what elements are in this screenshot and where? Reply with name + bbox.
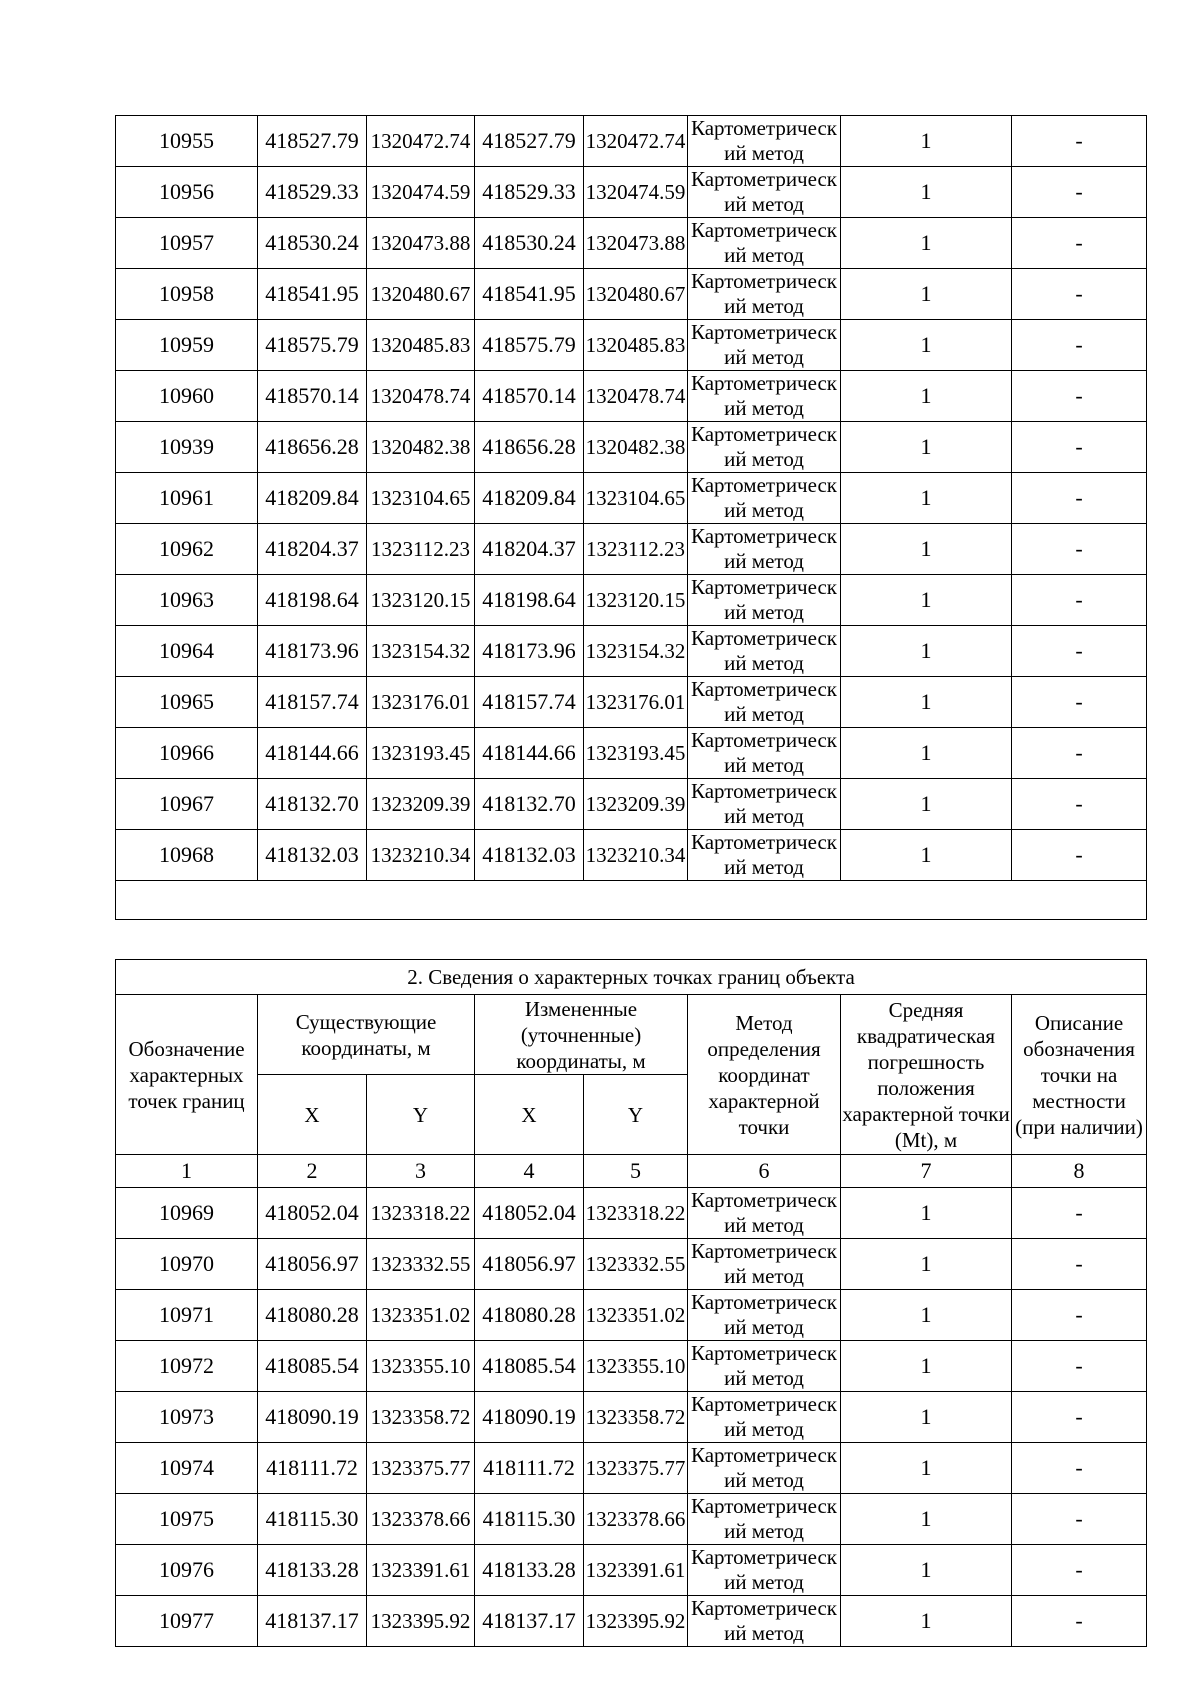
table-2-title-row xyxy=(116,960,1147,995)
header-row-1 xyxy=(116,995,1147,1075)
table-row xyxy=(116,728,1147,779)
cell-x2: 418570.14 xyxy=(475,371,584,422)
cell-x2: 418529.33 xyxy=(475,167,584,218)
cell-method: Картометрический метод xyxy=(688,626,841,677)
cell-id: 10972 xyxy=(116,1341,258,1392)
cell-mt: 1 xyxy=(841,575,1012,626)
cell-mt: 1 xyxy=(841,626,1012,677)
cell-mt: 1 xyxy=(841,1392,1012,1443)
cell-x2: 418157.74 xyxy=(475,677,584,728)
table-row xyxy=(116,116,1147,167)
cell-y: 1320480.67 xyxy=(367,269,475,320)
cell-desc: - xyxy=(1012,167,1147,218)
cell-method: Картометрический метод xyxy=(688,218,841,269)
cell-x: 418111.72 xyxy=(258,1443,367,1494)
cell-x: 418570.14 xyxy=(258,371,367,422)
cell-method: Картометрический метод xyxy=(688,779,841,830)
cell-y: 1323120.15 xyxy=(367,575,475,626)
cell-x: 418085.54 xyxy=(258,1341,367,1392)
cell-mt: 1 xyxy=(841,422,1012,473)
cell-id: 10962 xyxy=(116,524,258,575)
table-1-body xyxy=(116,116,1147,881)
cell-mt: 1 xyxy=(841,1290,1012,1341)
cell-desc: - xyxy=(1012,626,1147,677)
cell-mt: 1 xyxy=(841,1545,1012,1596)
cell-x: 418198.64 xyxy=(258,575,367,626)
cell-y: 1320473.88 xyxy=(367,218,475,269)
column-number: 7 xyxy=(841,1155,1012,1188)
cell-method: Картометрический метод xyxy=(688,320,841,371)
table-row xyxy=(116,269,1147,320)
cell-id: 10957 xyxy=(116,218,258,269)
cell-x2: 418052.04 xyxy=(475,1188,584,1239)
cell-method: Картометрический метод xyxy=(688,1341,841,1392)
cell-x: 418056.97 xyxy=(258,1239,367,1290)
cell-y: 1320472.74 xyxy=(367,116,475,167)
cell-id: 10971 xyxy=(116,1290,258,1341)
cell-method: Картометрический метод xyxy=(688,575,841,626)
cell-method: Картометрический метод xyxy=(688,473,841,524)
column-number: 6 xyxy=(688,1155,841,1188)
table-row xyxy=(116,1239,1147,1290)
cell-x: 418527.79 xyxy=(258,116,367,167)
cell-y2: 1323210.34 xyxy=(584,830,688,881)
cell-mt: 1 xyxy=(841,524,1012,575)
cell-id: 10976 xyxy=(116,1545,258,1596)
table-row xyxy=(116,1494,1147,1545)
cell-desc: - xyxy=(1012,116,1147,167)
cell-y2: 1323176.01 xyxy=(584,677,688,728)
cell-method: Картометрический метод xyxy=(688,1443,841,1494)
cell-y2: 1323358.72 xyxy=(584,1392,688,1443)
cell-y: 1323154.32 xyxy=(367,626,475,677)
cell-mt: 1 xyxy=(841,473,1012,524)
cell-method: Картометрический метод xyxy=(688,116,841,167)
cell-mt: 1 xyxy=(841,371,1012,422)
cell-desc: - xyxy=(1012,473,1147,524)
cell-x: 418115.30 xyxy=(258,1494,367,1545)
cell-id: 10975 xyxy=(116,1494,258,1545)
cell-id: 10966 xyxy=(116,728,258,779)
table-2-body xyxy=(116,1188,1147,1647)
cell-x: 418173.96 xyxy=(258,626,367,677)
cell-y2: 1320474.59 xyxy=(584,167,688,218)
column-number: 1 xyxy=(116,1155,258,1188)
cell-x2: 418132.03 xyxy=(475,830,584,881)
cell-y2: 1323112.23 xyxy=(584,524,688,575)
header-changed-y: Y xyxy=(584,1075,688,1155)
cell-id: 10967 xyxy=(116,779,258,830)
cell-y2: 1323351.02 xyxy=(584,1290,688,1341)
cell-y: 1320478.74 xyxy=(367,371,475,422)
cell-method: Картометрический метод xyxy=(688,1239,841,1290)
cell-x: 418137.17 xyxy=(258,1596,367,1647)
cell-id: 10958 xyxy=(116,269,258,320)
cell-desc: - xyxy=(1012,1443,1147,1494)
table-row xyxy=(116,830,1147,881)
table-row xyxy=(116,1188,1147,1239)
table-row xyxy=(116,1545,1147,1596)
cell-mt: 1 xyxy=(841,1443,1012,1494)
cell-y2: 1323375.77 xyxy=(584,1443,688,1494)
cell-x: 418529.33 xyxy=(258,167,367,218)
cell-y2: 1323395.92 xyxy=(584,1596,688,1647)
cell-mt: 1 xyxy=(841,728,1012,779)
table-row xyxy=(116,1392,1147,1443)
cell-x2: 418656.28 xyxy=(475,422,584,473)
cell-method: Картометрический метод xyxy=(688,1596,841,1647)
cell-y: 1323193.45 xyxy=(367,728,475,779)
table-row xyxy=(116,218,1147,269)
cell-method: Картометрический метод xyxy=(688,1545,841,1596)
cell-x: 418204.37 xyxy=(258,524,367,575)
table-1-empty-row xyxy=(116,881,1147,920)
cell-method: Картометрический метод xyxy=(688,1494,841,1545)
table-row xyxy=(116,320,1147,371)
cell-x: 418541.95 xyxy=(258,269,367,320)
table-row xyxy=(116,1596,1147,1647)
cell-mt: 1 xyxy=(841,218,1012,269)
header-method: Метод определения координат характерной точки xyxy=(688,995,841,1155)
cell-x: 418090.19 xyxy=(258,1392,367,1443)
table-row xyxy=(116,575,1147,626)
header-existing-x: X xyxy=(258,1075,367,1155)
cell-method: Картометрический метод xyxy=(688,167,841,218)
cell-mt: 1 xyxy=(841,1188,1012,1239)
cell-desc: - xyxy=(1012,320,1147,371)
cell-y2: 1323318.22 xyxy=(584,1188,688,1239)
cell-y2: 1323193.45 xyxy=(584,728,688,779)
cell-y2: 1323104.65 xyxy=(584,473,688,524)
cell-id: 10939 xyxy=(116,422,258,473)
cell-method: Картометрический метод xyxy=(688,830,841,881)
cell-y: 1323104.65 xyxy=(367,473,475,524)
table-row xyxy=(116,779,1147,830)
cell-desc: - xyxy=(1012,371,1147,422)
cell-x2: 418204.37 xyxy=(475,524,584,575)
cell-y: 1323209.39 xyxy=(367,779,475,830)
section-title: 2. Сведения о характерных точках границ объекта xyxy=(116,960,1147,995)
cell-id: 10974 xyxy=(116,1443,258,1494)
cell-x: 418530.24 xyxy=(258,218,367,269)
cell-x: 418052.04 xyxy=(258,1188,367,1239)
column-number: 4 xyxy=(475,1155,584,1188)
boundary-points-table xyxy=(115,959,1147,1647)
cell-y: 1320482.38 xyxy=(367,422,475,473)
cell-x2: 418198.64 xyxy=(475,575,584,626)
table-row xyxy=(116,677,1147,728)
cell-desc: - xyxy=(1012,524,1147,575)
cell-y: 1320474.59 xyxy=(367,167,475,218)
cell-y2: 1320480.67 xyxy=(584,269,688,320)
column-number: 3 xyxy=(367,1155,475,1188)
cell-desc: - xyxy=(1012,1392,1147,1443)
column-number: 2 xyxy=(258,1155,367,1188)
empty-cell xyxy=(116,881,1147,920)
cell-x: 418209.84 xyxy=(258,473,367,524)
cell-desc: - xyxy=(1012,575,1147,626)
cell-y: 1323378.66 xyxy=(367,1494,475,1545)
cell-x2: 418209.84 xyxy=(475,473,584,524)
cell-y: 1323112.23 xyxy=(367,524,475,575)
cell-desc: - xyxy=(1012,1596,1147,1647)
cell-mt: 1 xyxy=(841,1494,1012,1545)
cell-id: 10965 xyxy=(116,677,258,728)
cell-desc: - xyxy=(1012,677,1147,728)
cell-id: 10956 xyxy=(116,167,258,218)
cell-y2: 1323154.32 xyxy=(584,626,688,677)
cell-method: Картометрический метод xyxy=(688,1188,841,1239)
cell-y2: 1320478.74 xyxy=(584,371,688,422)
cell-id: 10969 xyxy=(116,1188,258,1239)
cell-x2: 418137.17 xyxy=(475,1596,584,1647)
cell-desc: - xyxy=(1012,1494,1147,1545)
cell-method: Картометрический метод xyxy=(688,371,841,422)
header-existing-coordinates: Существующие координаты, м xyxy=(258,995,475,1075)
cell-method: Картометрический метод xyxy=(688,269,841,320)
cell-x: 418656.28 xyxy=(258,422,367,473)
cell-y2: 1323332.55 xyxy=(584,1239,688,1290)
cell-y: 1320485.83 xyxy=(367,320,475,371)
cell-mt: 1 xyxy=(841,677,1012,728)
cell-x2: 418115.30 xyxy=(475,1494,584,1545)
cell-y: 1323351.02 xyxy=(367,1290,475,1341)
cell-method: Картометрический метод xyxy=(688,728,841,779)
cell-x2: 418530.24 xyxy=(475,218,584,269)
cell-y: 1323210.34 xyxy=(367,830,475,881)
cell-y2: 1323209.39 xyxy=(584,779,688,830)
cell-y2: 1320485.83 xyxy=(584,320,688,371)
cell-desc: - xyxy=(1012,830,1147,881)
cell-y2: 1320473.88 xyxy=(584,218,688,269)
cell-id: 10970 xyxy=(116,1239,258,1290)
cell-y2: 1323378.66 xyxy=(584,1494,688,1545)
cell-desc: - xyxy=(1012,269,1147,320)
cell-x: 418132.70 xyxy=(258,779,367,830)
cell-x: 418157.74 xyxy=(258,677,367,728)
header-existing-y: Y xyxy=(367,1075,475,1155)
table-row xyxy=(116,1341,1147,1392)
cell-id: 10959 xyxy=(116,320,258,371)
cell-y2: 1320482.38 xyxy=(584,422,688,473)
header-designation: Обозначение характерных точек границ xyxy=(116,995,258,1155)
cell-desc: - xyxy=(1012,218,1147,269)
cell-method: Картометрический метод xyxy=(688,1290,841,1341)
cell-x: 418132.03 xyxy=(258,830,367,881)
cell-mt: 1 xyxy=(841,320,1012,371)
cell-mt: 1 xyxy=(841,1596,1012,1647)
cell-id: 10963 xyxy=(116,575,258,626)
cell-x2: 418056.97 xyxy=(475,1239,584,1290)
cell-desc: - xyxy=(1012,1341,1147,1392)
cell-x2: 418133.28 xyxy=(475,1545,584,1596)
column-number: 8 xyxy=(1012,1155,1147,1188)
header-changed-x: X xyxy=(475,1075,584,1155)
header-mt: Средняя квадратическая погрешность положения характерной точки (Mt), м xyxy=(841,995,1012,1155)
column-number-row xyxy=(116,1155,1147,1188)
cell-desc: - xyxy=(1012,422,1147,473)
cell-mt: 1 xyxy=(841,830,1012,881)
cell-mt: 1 xyxy=(841,167,1012,218)
cell-method: Картометрический метод xyxy=(688,422,841,473)
cell-method: Картометрический метод xyxy=(688,524,841,575)
cell-mt: 1 xyxy=(841,116,1012,167)
cell-mt: 1 xyxy=(841,1341,1012,1392)
table-row xyxy=(116,1443,1147,1494)
cell-x: 418080.28 xyxy=(258,1290,367,1341)
cell-x: 418144.66 xyxy=(258,728,367,779)
cell-mt: 1 xyxy=(841,269,1012,320)
table-row xyxy=(116,422,1147,473)
cell-x2: 418575.79 xyxy=(475,320,584,371)
header-changed-coordinates: Измененные (уточненные) координаты, м xyxy=(475,995,688,1075)
header-description: Описание обозначения точки на местности (при наличии) xyxy=(1012,995,1147,1155)
cell-desc: - xyxy=(1012,1188,1147,1239)
cell-y: 1323355.10 xyxy=(367,1341,475,1392)
cell-x2: 418144.66 xyxy=(475,728,584,779)
cell-method: Картометрический метод xyxy=(688,677,841,728)
cell-desc: - xyxy=(1012,1545,1147,1596)
cell-id: 10961 xyxy=(116,473,258,524)
cell-desc: - xyxy=(1012,1239,1147,1290)
cell-id: 10960 xyxy=(116,371,258,422)
cell-y2: 1323391.61 xyxy=(584,1545,688,1596)
cell-y2: 1323120.15 xyxy=(584,575,688,626)
cell-x2: 418080.28 xyxy=(475,1290,584,1341)
cell-x2: 418541.95 xyxy=(475,269,584,320)
cell-x2: 418085.54 xyxy=(475,1341,584,1392)
cell-y: 1323332.55 xyxy=(367,1239,475,1290)
table-row xyxy=(116,524,1147,575)
cell-y: 1323176.01 xyxy=(367,677,475,728)
coordinates-table-continued xyxy=(115,115,1147,920)
table-row xyxy=(116,626,1147,677)
cell-desc: - xyxy=(1012,1290,1147,1341)
cell-y2: 1323355.10 xyxy=(584,1341,688,1392)
table-row xyxy=(116,473,1147,524)
cell-y: 1323375.77 xyxy=(367,1443,475,1494)
cell-x2: 418527.79 xyxy=(475,116,584,167)
cell-desc: - xyxy=(1012,779,1147,830)
cell-mt: 1 xyxy=(841,779,1012,830)
cell-mt: 1 xyxy=(841,1239,1012,1290)
table-row xyxy=(116,167,1147,218)
cell-x2: 418173.96 xyxy=(475,626,584,677)
cell-id: 10973 xyxy=(116,1392,258,1443)
cell-method: Картометрический метод xyxy=(688,1392,841,1443)
cell-x: 418133.28 xyxy=(258,1545,367,1596)
cell-x2: 418132.70 xyxy=(475,779,584,830)
cell-id: 10964 xyxy=(116,626,258,677)
cell-x2: 418090.19 xyxy=(475,1392,584,1443)
cell-id: 10955 xyxy=(116,116,258,167)
cell-id: 10977 xyxy=(116,1596,258,1647)
cell-y: 1323395.92 xyxy=(367,1596,475,1647)
cell-y: 1323318.22 xyxy=(367,1188,475,1239)
cell-id: 10968 xyxy=(116,830,258,881)
table-row xyxy=(116,371,1147,422)
cell-desc: - xyxy=(1012,728,1147,779)
table-row xyxy=(116,1290,1147,1341)
cell-y2: 1320472.74 xyxy=(584,116,688,167)
cell-y: 1323358.72 xyxy=(367,1392,475,1443)
column-number: 5 xyxy=(584,1155,688,1188)
cell-x: 418575.79 xyxy=(258,320,367,371)
cell-y: 1323391.61 xyxy=(367,1545,475,1596)
cell-x2: 418111.72 xyxy=(475,1443,584,1494)
